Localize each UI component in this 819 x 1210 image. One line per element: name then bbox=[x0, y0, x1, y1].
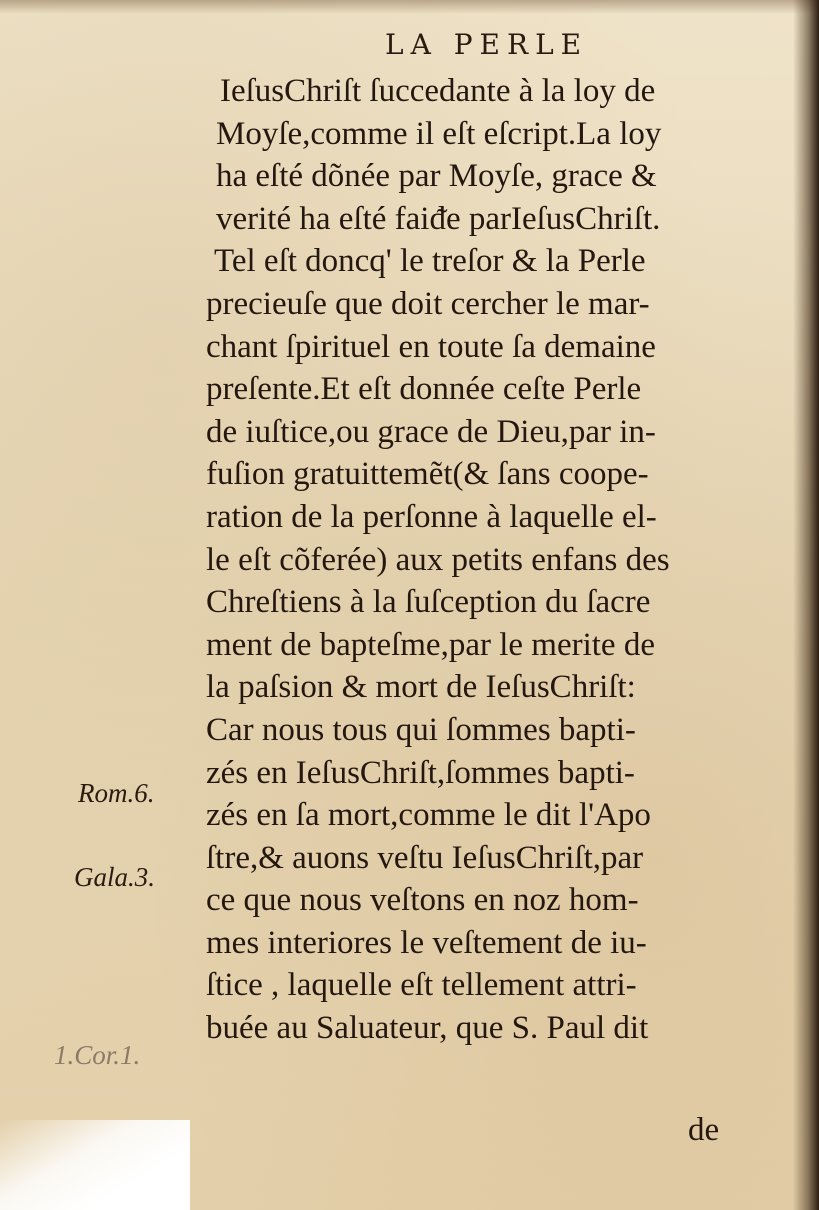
text-line: zés en ſa mort,comme le dit l'Apo bbox=[206, 797, 651, 834]
text-line: Tel eſt doncq' le treſor & la Perle bbox=[214, 243, 646, 280]
catchword: de bbox=[688, 1112, 720, 1148]
text-line: precieuſe que doit cercher le mar- bbox=[206, 285, 650, 322]
text-line: Car nous tous qui ſommes bapti- bbox=[206, 711, 636, 748]
text-line: ment de bapteſme,par le merite de bbox=[206, 626, 655, 663]
torn-corner bbox=[0, 1120, 190, 1210]
binding-shadow bbox=[793, 0, 819, 1210]
running-title: LA PERLE bbox=[385, 28, 589, 61]
text-line: chant ſpirituel en toute ſa demaine bbox=[206, 328, 656, 365]
text-line: zés en IeſusChriſt,ſommes bapti- bbox=[206, 754, 635, 791]
text-line: Chreſtiens à la ſuſception du ſacre bbox=[206, 584, 651, 621]
text-line: ce que nous veſtons en noz hom- bbox=[206, 882, 639, 919]
margin-note-corinthians: 1.Cor.1. bbox=[54, 1040, 141, 1070]
text-line: de iuſtice,ou grace de Dieu,par in- bbox=[206, 413, 656, 450]
top-edge-shadow bbox=[0, 0, 819, 14]
text-line: la paſsion & mort de IeſusChriſt: bbox=[206, 669, 636, 706]
text-line: fuſion gratuittemẽt(& ſans coope- bbox=[206, 456, 649, 493]
text-line: buée au Saluateur, que S. Paul dit bbox=[206, 1010, 649, 1047]
margin-note-galatians: Gala.3. bbox=[74, 862, 155, 892]
text-line: le eſt cõferée) aux petits enfans des bbox=[206, 541, 670, 578]
text-line: preſente.Et eſt donnée ceſte Perle bbox=[206, 371, 642, 408]
text-line: Moyſe,comme il eſt eſcript.La loy bbox=[216, 115, 662, 152]
margin-note-romans: Rom.6. bbox=[78, 778, 155, 808]
text-line: ſtre,& auons veſtu IeſusChriſt,par bbox=[206, 839, 644, 876]
body-text bbox=[206, 70, 776, 1050]
text-line: mes interiores le veſtement de iu- bbox=[206, 924, 647, 961]
text-line: verité ha eſté faiᵭe parIeſusChriſt. bbox=[216, 200, 661, 237]
text-line: ſtice , laquelle eſt tellement attri- bbox=[206, 967, 637, 1004]
text-line: IeſusChriſt ſuccedante à la loy de bbox=[220, 73, 656, 109]
text-line: ha eſté dõnée par Moyſe, grace & bbox=[216, 158, 657, 195]
text-line: ration de la perſonne à laquelle el- bbox=[206, 498, 657, 535]
